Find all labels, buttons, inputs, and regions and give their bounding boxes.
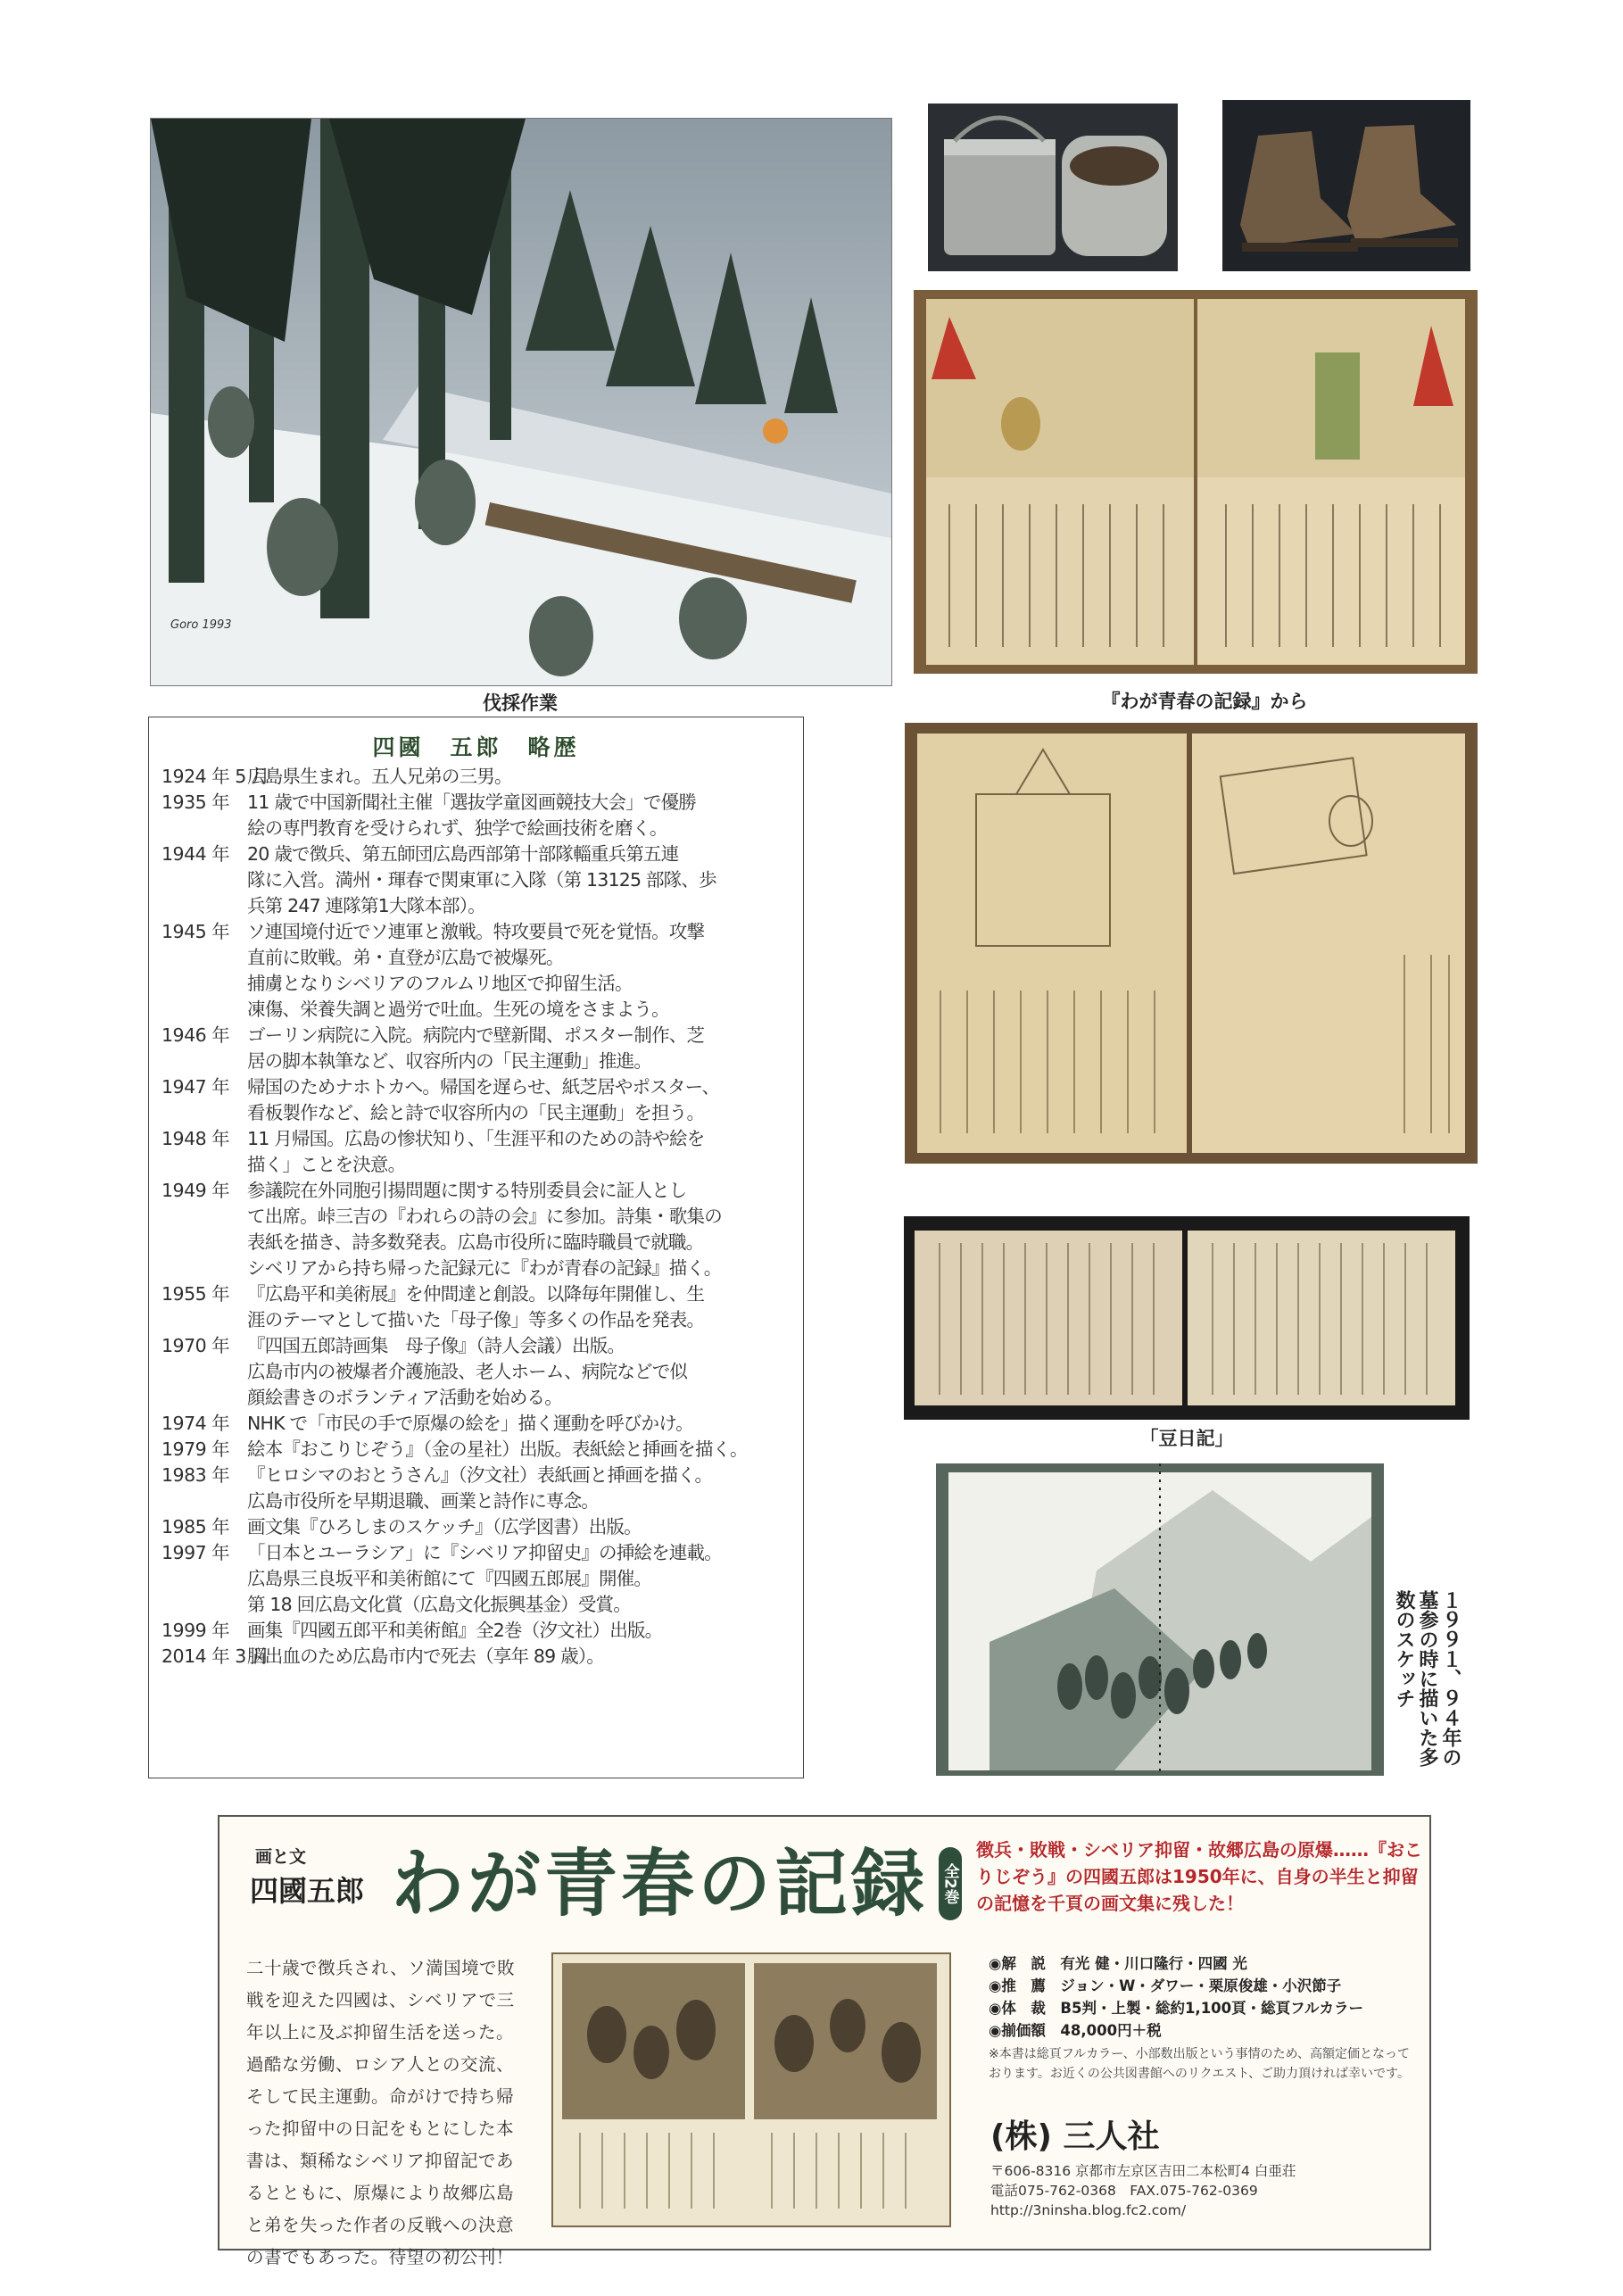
biography-list (161, 764, 797, 1670)
bio-year: 1946 年 (161, 1024, 230, 1046)
biography-title: 四國 五郎 略歴 (372, 734, 580, 760)
ad-detail-line: ◉推 薦 ジョン・W・ダワー・栗原俊雄・小沢節子 (989, 1977, 1342, 1994)
bio-event: 『ヒロシマのおとうさん』（汐文社）表紙画と挿画を描く。 広島市役所を早期退職、画業と詩作に専念。 (247, 1464, 713, 1512)
bio-event: NHK で「市民の手で原爆の絵を」描く運動を呼びかけ。 (247, 1413, 693, 1434)
ad-detail-line: ◉揃価額 48,000円＋税 (989, 2022, 1162, 2039)
bio-entry (161, 1618, 797, 1644)
caption-diary: 「豆日記」 (1139, 1428, 1234, 1449)
bio-event: 広島県生まれ。五人兄弟の三男。 (247, 766, 512, 787)
bio-entry (161, 1281, 797, 1333)
bio-entry (161, 1074, 797, 1126)
ad-author: 四國五郎 (250, 1874, 365, 1908)
bio-entry (161, 1540, 797, 1618)
boots-graphic (1222, 100, 1470, 271)
bio-entry (161, 1644, 797, 1670)
bio-year: 1983 年 (161, 1464, 230, 1486)
photo-sketchbook (936, 1463, 1384, 1776)
bio-event: 『広島平和美術展』を仲間達と創設。以降毎年開催し、生 涯のテーマとして描いた「母子像」等多くの作品を発表。 (247, 1283, 705, 1330)
bio-event: ソ連国境付近でソ連軍と激戦。特攻要員で死を覚悟。攻撃 直前に敗戦。弟・直登が広島で被爆死。 捕虜となりシベリアのフルムリ地区で抑留生活。 凍傷、栄養失調と過労で吐血。生死の境をさまよう。 (247, 921, 705, 1020)
bio-year: 1985 年 (161, 1516, 230, 1538)
bio-event: 11 歳で中国新聞社主催「選抜学童図画競技大会」で優勝 絵の専門教育を受けられず、独学で絵画技術を磨く。 (247, 792, 697, 839)
bio-event: 脳出血のため広島市内で死去（享年 89 歳）。 (247, 1645, 604, 1667)
photo-book-spread-2 (905, 723, 1478, 1164)
ad-small-label: 画と文 (255, 1847, 307, 1867)
bio-entry (161, 1126, 797, 1178)
bio-entry (161, 764, 797, 790)
bio-event: ゴーリン病院に入院。病院内で壁新聞、ポスター制作、芝 居の脚本執筆など、収容所内の「民主運動」推進。 (247, 1024, 705, 1072)
bio-event: 『四国五郎詩画集 母子像』（詩人会議）出版。 広島市内の被爆者介護施設、老人ホーム、病院などで似 顔絵書きのボランティア活動を始める。 (247, 1335, 688, 1408)
bio-event: 絵本『おこりじぞう』（金の星社）出版。表紙絵と挿画を描く。 (247, 1438, 748, 1460)
bio-year: 1935 年 (161, 792, 230, 813)
book-spread-1-graphic (914, 290, 1478, 674)
bio-year: 1949 年 (161, 1180, 230, 1201)
photo-military-boots (1222, 100, 1470, 271)
bio-entry (161, 1411, 797, 1437)
bio-entry (161, 790, 797, 841)
bio-event: 11 月帰国。広島の惨状知り、「生涯平和のための詩や絵を 描く」ことを決意。 (247, 1128, 705, 1175)
bio-event: 画文集『ひろしまのスケッチ』（広学図書）出版。 (247, 1516, 642, 1538)
ad-note: ※本書は総頁フルカラー、小部数出版という事情のため、高額定価となっております。お近くの公共図書館へのリクエスト、ご助力頂ければ幸いです。 (989, 2047, 1411, 2081)
ad-tagline: 徴兵・敗戦・シベリア抑留・故郷広島の原爆……『おこりじぞう』の四國五郎は1950年に、自身の半生と抑留の記憶を千頁の画文集に残した！ (976, 1839, 1422, 1914)
caption-sketches-vertical: １９９１、９４年の墓参の時に描いた多数のスケッチ (1393, 1590, 1462, 1767)
ad-book-graphic (553, 1954, 946, 2222)
ad-description: 二十歳で徴兵され、ソ満国境で敗戦を迎えた四國は、シベリアで三年以上に及ぶ抑留生活を送った。過酷な労働、ロシア人との交流、そして民主運動。命がけで持ち帰った抑留中の日記をもとにした本書は、類稀なシベリア抑留記であるとともに、原爆により故郷広島と弟を失った作者の反戦への決意の書でもあった。待望の初公刊！ (246, 1958, 516, 2267)
bio-event: 画集『四國五郎平和美術館』全2巻（汐文社）出版。 (247, 1620, 663, 1641)
bio-event: 「日本とユーラシア」に『シベリア抑留史』の挿絵を連載。 広島県三良坂平和美術館にて『四國五郎展』開催。 第 18 回広島文化賞（広島文化振興基金）受賞。 (247, 1542, 722, 1615)
ad-detail-line: ◉体 裁 B5判・上製・総約1,100頁・総頁フルカラー (989, 2000, 1363, 2017)
bio-event: 20 歳で徴兵、第五師団広島西部第十部隊輜重兵第五連 隊に入営。満州・琿春で関東軍に入隊（第 13125 部隊、歩 兵第 247 連隊第1大隊本部）。 (247, 843, 716, 916)
caption-book: 『わが青春の記録』から (1101, 691, 1308, 712)
bio-entry (161, 1437, 797, 1463)
book-spread-2-graphic (905, 723, 1478, 1164)
painting-graphic (151, 119, 891, 685)
bio-event: 参議院在外同胞引揚問題に関する特別委員会に証人とし て出席。峠三吉の『われらの詩の会』に参加。詩集・歌集の 表紙を描き、詩多数発表。広島市役所に臨時職員で就職。 シベリアから持ち帰った記録元に『わが青春の記録』描く。 (247, 1180, 722, 1279)
ad-url-link[interactable]: http://3ninsha.blog.fc2.com/ (990, 2202, 1187, 2218)
ad-publisher: (株) 三人社 (990, 2118, 1160, 2155)
bio-year: 1970 年 (161, 1335, 230, 1356)
ad-title: わが青春の記録 (391, 1841, 929, 1927)
caption-painting: 伐採作業 (483, 692, 558, 714)
ad-address-line: 〒606-8316 京都市左京区吉田二本松町4 白亜荘 (990, 2163, 1296, 2179)
bio-year: 1955 年 (161, 1283, 230, 1305)
bio-year: 1974 年 (161, 1413, 230, 1434)
ad-phone-line: 電話075-762-0368 FAX.075-762-0369 (990, 2183, 1258, 2199)
book-advertisement (218, 1815, 1431, 2267)
bio-event: 帰国のためナホトカへ。帰国を遅らせ、紙芝居やポスター、 看板製作など、絵と詩で収容所内の「民主運動」を担う。 (247, 1076, 720, 1123)
mess-tins-graphic (928, 104, 1178, 271)
painting-logging-work (150, 118, 892, 686)
bio-year: 1979 年 (161, 1438, 230, 1460)
bio-year: 2014 年 3 月 (161, 1645, 269, 1667)
bio-entry (161, 1463, 797, 1514)
bio-year: 1945 年 (161, 921, 230, 942)
bio-entry (161, 1333, 797, 1411)
ad-book-image (551, 1952, 951, 2227)
bio-year: 1948 年 (161, 1128, 230, 1149)
bio-entry (161, 1514, 797, 1540)
bio-entry (161, 841, 797, 919)
biography-box (148, 717, 804, 1778)
bio-year: 1947 年 (161, 1076, 230, 1098)
photo-mess-tins (928, 104, 1178, 271)
painting-signature: Goro 1993 (170, 618, 232, 632)
photo-pocket-diary (904, 1216, 1470, 1420)
ad-detail-line: ◉解 説 有光 健・川口隆行・四國 光 (989, 1955, 1247, 1972)
sketchbook-graphic (936, 1463, 1384, 1776)
bio-year: 1997 年 (161, 1542, 230, 1563)
ad-details (989, 1952, 1417, 2042)
ad-address (990, 2161, 1419, 2220)
bio-year: 1924 年 5 月 (161, 766, 269, 787)
ad-volume-badge: 全2巻 (939, 1847, 962, 1920)
bio-entry (161, 919, 797, 1023)
photo-book-spread-1 (914, 290, 1478, 674)
bio-entry (161, 1023, 797, 1074)
diary-graphic (904, 1216, 1470, 1420)
bio-entry (161, 1178, 797, 1281)
bio-year: 1999 年 (161, 1620, 230, 1641)
bio-year: 1944 年 (161, 843, 230, 865)
